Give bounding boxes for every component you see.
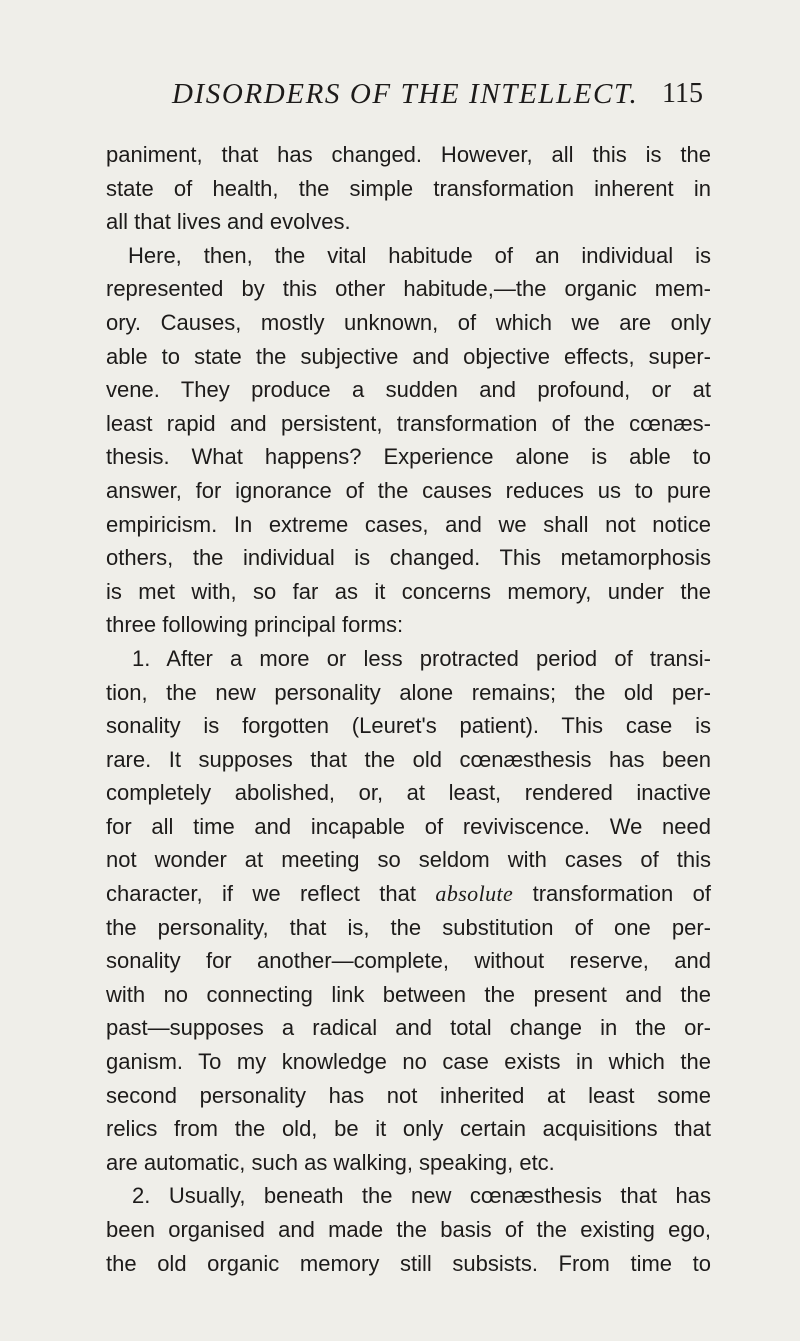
text-line: ganism. To my knowledge no case exists in which the (106, 1049, 711, 1075)
text-line: thesis. What happens? Experience alone is able to (106, 444, 711, 470)
text-line: vene. They produce a sudden and profound, or at (106, 377, 711, 403)
text-line: second personality has not inherited at least some (106, 1082, 711, 1108)
text-line: completely abolished, or, at least, rendered inactive (106, 780, 711, 806)
running-title: DISORDERS OF THE INTELLECT. (172, 78, 639, 110)
text-line: answer, for ignorance of the causes reduces us to pure (106, 477, 711, 503)
text-line: 1. After a more or less protracted period of transi- (132, 645, 711, 671)
text-line: all that lives and evolves. (106, 209, 351, 235)
page-header (172, 72, 732, 116)
text-line: is met with, so far as it concerns memory, under the (106, 578, 711, 604)
text-line: with no connecting link between the present and the (106, 981, 711, 1007)
text-line: Here, then, the vital habitude of an individual is (128, 242, 711, 268)
text-line: are automatic, such as walking, speaking, etc. (106, 1149, 555, 1175)
text-line: the personality, that is, the substitution of one per- (106, 914, 711, 940)
text-line: paniment, that has changed. However, all this is the (106, 142, 711, 167)
text-line: the old organic memory still subsists. From time to (106, 1250, 711, 1276)
text-line: past—supposes a radical and total change in the or- (106, 1015, 711, 1041)
text-line: relics from the old, be it only certain acquisitions that (106, 1116, 711, 1142)
text-line: others, the individual is changed. This metamorphosis (106, 545, 711, 571)
body-text (106, 138, 711, 1280)
text-line: for all time and incapable of reviviscence. We need (106, 813, 711, 839)
text-line: sonality for another—complete, without reserve, and (106, 948, 711, 974)
text-line-with-emphasis (106, 877, 711, 911)
text-line: sonality is forgotten (Leuret's patient). This case is (106, 713, 711, 739)
text-line: been organised and made the basis of the existing ego, (106, 1217, 711, 1242)
emphasis-word: absolute (435, 881, 514, 907)
text-line: able to state the subjective and objective effects, super- (106, 343, 711, 369)
text-line: tion, the new personality alone remains; the old per- (106, 679, 711, 705)
text-line: 2. Usually, beneath the new cœnæsthesis that has (132, 1183, 711, 1209)
text-line: ory. Causes, mostly unknown, of which we are only (106, 309, 711, 335)
text-line: least rapid and persistent, transformation of the cœnæs- (106, 410, 711, 436)
text-line: represented by this other habitude,—the organic mem- (106, 276, 711, 302)
text-line: rare. It supposes that the old cœnæsthesis has been (106, 746, 711, 772)
text-line: not wonder at meeting so seldom with cases of this (106, 847, 711, 873)
text-line: state of health, the simple transformation inherent in (106, 175, 711, 201)
text-line: empiricism. In extreme cases, and we shall not notice (106, 511, 711, 537)
text-segment: transformation of (532, 881, 711, 907)
page-number: 115 (662, 78, 703, 109)
text-line: three following principal forms: (106, 612, 404, 638)
text-segment: character, if we reflect that (106, 881, 416, 907)
